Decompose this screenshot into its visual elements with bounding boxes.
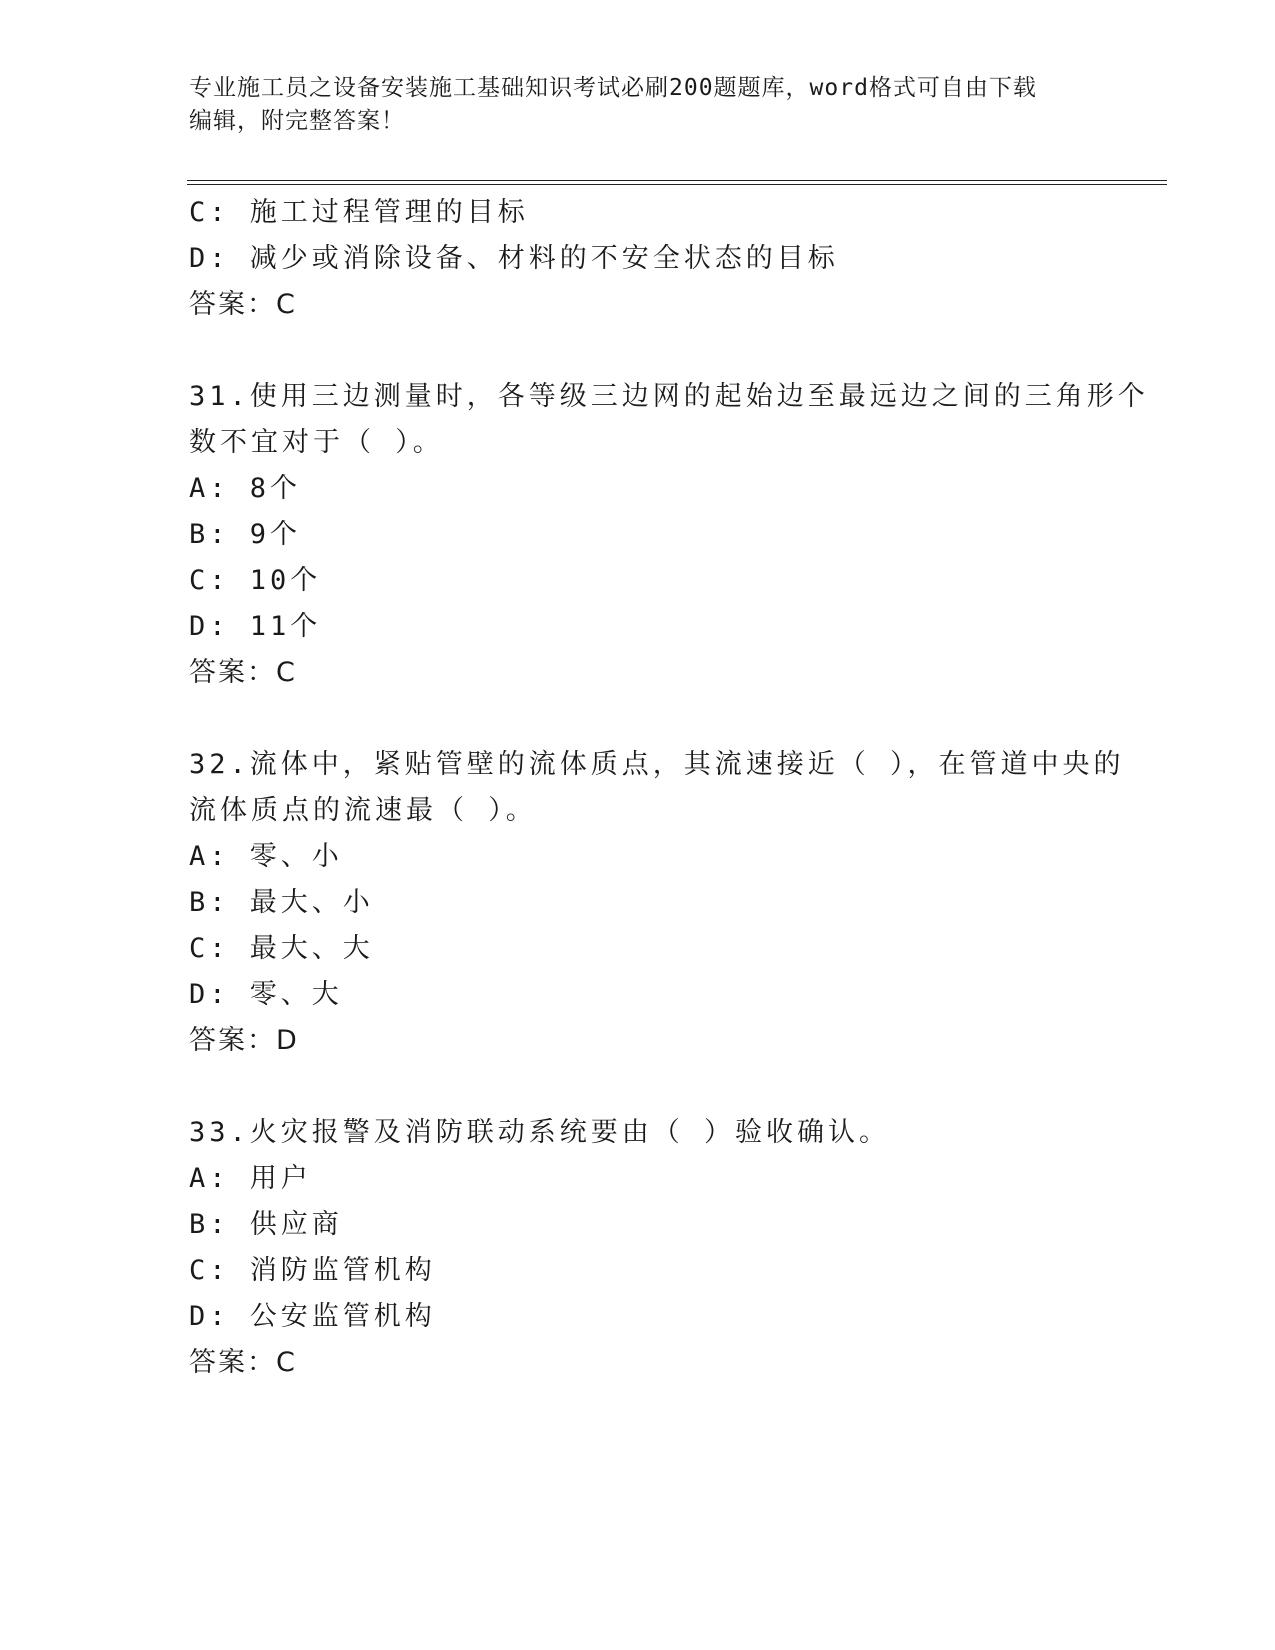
question-32	[189, 742, 1125, 1064]
option-c: C: 施工过程管理的目标	[189, 197, 529, 228]
option-c: C: 消防监管机构	[189, 1255, 436, 1286]
option-d: D: 零、大	[189, 979, 343, 1010]
header-title-line-1: 专业施工员之设备安装施工基础知识考试必刷200题题库，word格式可自由下载	[189, 75, 1037, 101]
option-d: D: 公安监管机构	[189, 1301, 436, 1332]
option-c: C: 10个	[189, 565, 322, 596]
spacer	[189, 328, 1089, 374]
header-rule-bottom	[187, 184, 1167, 185]
answer: 答案：C	[189, 1347, 297, 1378]
answer: 答案：C	[189, 289, 297, 320]
question-stem: 33.火灾报警及消防联动系统要由（ ）验收确认。	[189, 1117, 891, 1148]
option-c: C: 最大、大	[189, 933, 374, 964]
option-a: A: 用户	[189, 1163, 312, 1194]
answer: 答案：D	[189, 1025, 299, 1056]
question-stem: 31.使用三边测量时，各等级三边网的起始边至最远边之间的三角形个	[189, 381, 1149, 412]
option-d: D: 减少或消除设备、材料的不安全状态的目标	[189, 243, 839, 274]
option-b: B: 供应商	[189, 1209, 343, 1240]
question-list	[189, 190, 1149, 1386]
answer: 答案：C	[189, 657, 297, 688]
question-30-tail	[189, 190, 1089, 328]
question-33	[189, 1110, 1089, 1386]
spacer	[189, 696, 1089, 742]
option-a: A: 零、小	[189, 841, 343, 872]
question-31	[189, 374, 1149, 696]
option-b: B: 最大、小	[189, 887, 374, 918]
question-stem-continued: 流体质点的流速最（ ）。	[189, 795, 537, 826]
question-stem: 32.流体中，紧贴管壁的流体质点，其流速接近（ ），在管道中央的	[189, 749, 1125, 780]
header-rule-top	[187, 180, 1167, 181]
spacer	[189, 1064, 1089, 1110]
question-stem-continued: 数不宜对于（ ）。	[189, 427, 444, 458]
header-title-line-2: 编辑，附完整答案！	[189, 108, 405, 134]
option-d: D: 11个	[189, 611, 322, 642]
option-b: B: 9个	[189, 519, 302, 550]
option-a: A: 8个	[189, 473, 302, 504]
document-header	[189, 72, 1089, 138]
